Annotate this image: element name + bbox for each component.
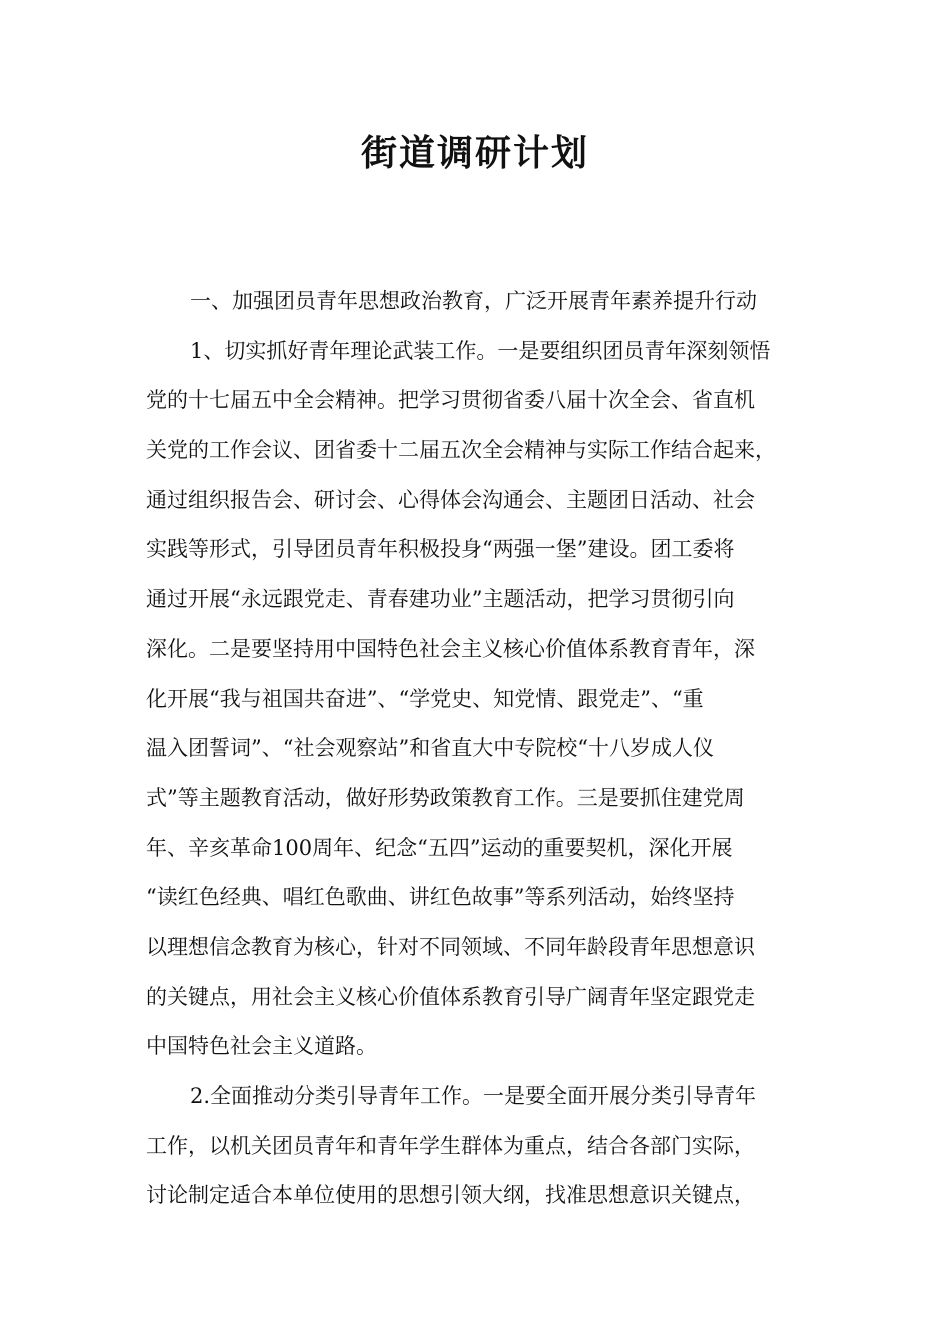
paragraph-1-line: 式”等主题教育活动，做好形势政策教育工作。三是要抓住建党周: [146, 785, 745, 810]
paragraph-1-line: 关党的工作会议、团省委十二届五次全会精神与实际工作结合起来，: [146, 438, 776, 463]
paragraph-2-line: 工作，以机关团员青年和青年学生群体为重点，结合各部门实际，: [146, 1133, 755, 1158]
paragraph-1-line: 1、切实抓好青年理论武装工作。一是要组织团员青年深刻领悟: [190, 338, 771, 363]
paragraph-1-line: 以理想信念教育为核心，针对不同领域、不同年龄段青年思想意识: [146, 934, 755, 959]
section-heading-1: 一、加强团员青年思想政治教育，广泛开展青年素养提升行动: [190, 289, 757, 313]
paragraph-2-line: 讨论制定适合本单位使用的思想引领大纲，找准思想意识关键点，: [146, 1183, 755, 1208]
paragraph-1-line: 化开展“我与祖国共奋进”、“学党史、知党情、跟党走”、“重: [146, 686, 704, 711]
paragraph-1-line: 党的十七届五中全会精神。把学习贯彻省委八届十次全会、省直机: [146, 388, 755, 413]
paragraph-1-line: 的关键点，用社会主义核心价值体系教育引导广阔青年坚定跟党走: [146, 984, 755, 1009]
paragraph-1-line: 年、辛亥革命100周年、纪念“五四”运动的重要契机，深化开展: [146, 835, 733, 860]
paragraph-1-line: 中国特色社会主义道路。: [146, 1034, 377, 1059]
paragraph-2-line: 2.全面推动分类引导青年工作。一是要全面开展分类引导青年: [190, 1084, 757, 1108]
paragraph-1-line: 通过开展“永远跟党走、青春建功业”主题活动，把学习贯彻引向: [146, 587, 735, 612]
paragraph-1-line: 通过组织报告会、研讨会、心得体会沟通会、主题团日活动、社会: [146, 487, 755, 512]
paragraph-1-line: 深化。二是要坚持用中国特色社会主义核心价值体系教育青年，深: [146, 636, 755, 661]
paragraph-1-line: “读红色经典、唱红色歌曲、讲红色故事”等系列活动，始终坚持: [146, 885, 735, 910]
document-title: 街道调研计划: [360, 133, 589, 174]
paragraph-1-line: 温入团誓词”、“社会观察站”和省直大中专院校“十八岁成人仪: [146, 736, 714, 761]
document-body: [146, 277, 808, 1221]
paragraph-1-line: 实践等形式，引导团员青年积极投身“两强一堡”建设。团工委将: [146, 537, 735, 562]
